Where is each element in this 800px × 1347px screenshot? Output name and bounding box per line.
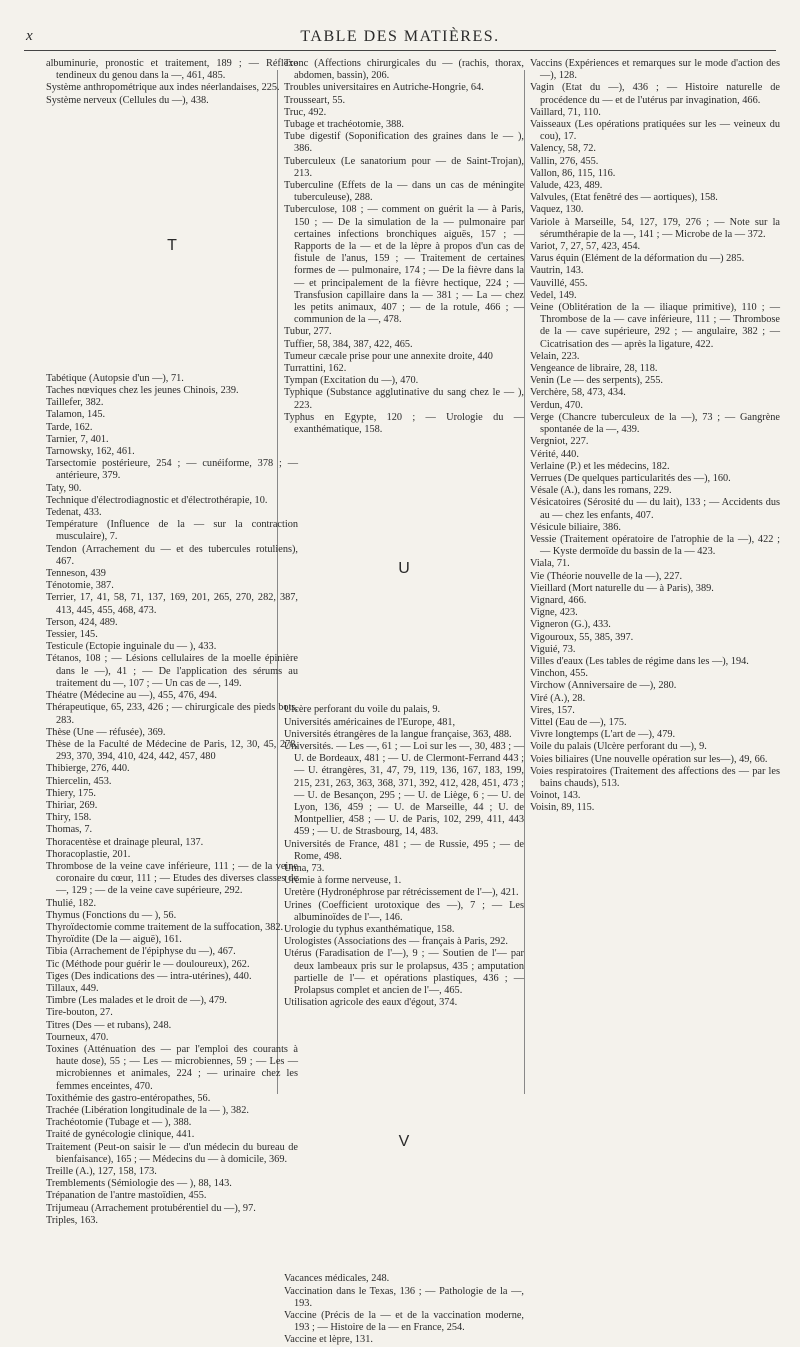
index-entry: Valency, 58, 72. (530, 143, 596, 155)
index-entry: Urines (Coefficient urotoxique des —), 7 ; — Les albuminoïdes de l'—, 146. (284, 899, 524, 923)
index-entry: Thyroïdite (De la — aiguë), 161. (46, 934, 182, 946)
index-entry: Triples, 163. (46, 1214, 98, 1226)
index-entry: Système anthropométrique aux indes néerlandaises, 225. (46, 82, 280, 94)
index-entry: Typhus en Egypte, 120 ; — Urologie du — exanthématique, 158. (284, 411, 524, 436)
index-entry: Vésicule biliaire, 386. (530, 521, 621, 533)
index-entry: Talamon, 145. (46, 409, 106, 421)
index-entry: Thymus (Fonctions du — ), 56. (46, 909, 177, 921)
index-entry: Variot, 7, 27, 57, 423, 454. (530, 241, 641, 253)
index-entry: Trachéotomie (Tubage et — ), 388. (46, 1117, 192, 1129)
index-entry: Tessier, 145. (46, 629, 98, 641)
index-entry: Utilisation agricole des eaux d'égout, 374. (284, 997, 458, 1009)
index-entry: Voisin, 89, 115. (530, 802, 595, 814)
entries-t (46, 373, 298, 1227)
index-entry: Thèse de la Faculté de Médecine de Paris, 12, 30, 45, 278, 293, 370, 394, 410, 424, 442, 457, 480 (46, 738, 298, 763)
page-number: x (26, 28, 33, 44)
index-entry: Ulcère perforant du voile du palais, 9. (284, 704, 441, 716)
index-entry: Tourneux, 470. (46, 1031, 109, 1043)
index-entry: Toxines (Atténuation des — par l'emploi des courants à haute dose), 55 ; — Les — microbiennes, 59 ; — Les — microbiennes et animales, 224 ; — urinaire chez les femmes enceintes, 470. (46, 1043, 298, 1092)
index-entry: Vessie (Traitement opératoire de l'atrophie de la —), 422 ; — Kyste dermoïde du bassin de la — 423. (530, 533, 780, 558)
index-entry: Tuberculose, 108 ; — comment on guérit la — à Paris, 150 ; — De la simulation de la — pulmonaire par certaines infections bronchiques aiguës, 157 ; — Rapports de la — et de la lèpre à propos d'un cas de fistule de l'anus, 159 ; — Traitement de certaines formes de — pulmonaire, 174 ; — De la fièvre dans la — et principalement de la fièvre hectique, 224 ; — Transfusion capillaire dans la — 381 ; — La — chez les petits animaux, 407 ; — de la rotule, 466 ; — communion de la —, 478. (284, 204, 524, 326)
column-divider (524, 70, 525, 1094)
index-entry: Taches nœviques chez les jeunes Chinois, 239. (46, 385, 239, 397)
index-entry: Voinot, 143. (530, 790, 581, 802)
index-entry: Tabétique (Autopsie d'un —), 71. (46, 372, 184, 384)
index-entry: Tarde, 162. (46, 421, 93, 433)
index-entry: Vésale (A.), dans les romans, 229. (530, 485, 672, 497)
index-entry: Trachée (Libération longitudinale de la — ), 382. (46, 1105, 249, 1116)
index-entry: Traitement (Peut-on saisir le — d'un médecin du bureau de bienfaisance), 165 ; — Médecins du — à domicile, 369. (46, 1141, 298, 1165)
index-entry: Terrier, 17, 41, 58, 71, 137, 169, 201, 265, 270, 282, 387, 413, 445, 455, 468, 473. (46, 592, 298, 616)
index-entry: Vengeance de libraire, 28, 118. (530, 363, 658, 375)
index-entry: Vigouroux, 55, 385, 397. (530, 631, 634, 643)
index-entry: Toxithémie des gastro-entéropathes, 56. (46, 1092, 211, 1104)
index-entry: Voies respiratoires (Traitement des affections des — par les bains chauds), 513. (530, 765, 780, 789)
index-entry: Thérapeutique, 65, 233, 426 ; — chirurgicale des pieds bots, 283. (46, 702, 298, 726)
index-entry: Universités. — Les —, 61 ; — Loi sur les —, 30, 483 ; — U. de Bordeaux, 481 ; — U. de Clermont-Ferrand 443 ; — U. étrangères, 31, 47, 79, 119, 136, 167, 183, 199, 215, 231, 263, 363, 368, 371, 392, 412, 428, 451, 473 ; — U. de Besançon, 295 ; — U. de Liège, 6 ; — U. de Lyon, 136, 459 ; — U. de Marseille, 44 ; U. de Montpellier, 458 ; — U. de Paris, 102, 299, 411, 443 459 ; — U. de Strasbourg, 14, 483. (284, 740, 524, 838)
index-entry: Vaccine et lèpre, 131. (284, 1334, 373, 1346)
index-entry: Velain, 223. (530, 350, 580, 362)
index-entry: Viré (A.), 28. (530, 692, 586, 704)
index-entry: Verchère, 58, 473, 434. (530, 387, 626, 399)
index-entry: Vieillard (Mort naturelle du — à Paris), 389. (530, 582, 714, 594)
index-entry: albuminurie, pronostic et traitement, 189 ; — Réflexe tendineux du genou dans la —, 461, 485. (46, 58, 298, 82)
index-entry: Vignard, 466. (530, 594, 587, 606)
index-entry: Technique d'électrodiagnostic et d'électrothérapie, 10. (46, 494, 268, 506)
entries-v (284, 1273, 524, 1346)
index-entry: Typhique (Substance agglutinative du sang chez le — ), 223. (284, 387, 524, 411)
index-entry: Vires, 157. (530, 704, 575, 716)
index-entry: Truc, 492. (284, 106, 327, 118)
index-entry: Tuberculeux (Le sanatorium pour — de Saint-Trojan), 213. (284, 155, 524, 179)
index-entry: Vie (Théorie nouvelle de la —), 227. (530, 570, 683, 582)
index-entry: Thoracentèse et drainage pleural, 137. (46, 836, 204, 848)
index-entry: Vaccine (Précis de la — et de la vaccination moderne, 193 ; — Histoire de la — en France, 254. (284, 1309, 524, 1334)
index-entry: Trousseart, 55. (284, 94, 346, 106)
index-entry: Thibierge, 276, 440. (46, 763, 130, 775)
index-entry: Turrattini, 162. (284, 363, 347, 375)
index-entry: Variole à Marseille, 54, 127, 179, 276 ; — Note sur la sérumthérapie de la —, 141 ; — Microbe de la — 372. (530, 216, 780, 240)
index-entry: Treille (A.), 127, 158, 173. (46, 1166, 157, 1178)
index-entry: Thiery, 175. (46, 787, 96, 799)
index-entry: Vaquez, 130. (530, 204, 584, 216)
section-letter-t: T (167, 236, 177, 254)
index-entry: Vaillard, 71, 110. (530, 106, 601, 118)
index-entry: Température (Influence de la — sur la contraction musculaire), 7. (46, 519, 298, 543)
index-entry: Tendon (Arrachement du — et des tubercules rotuliens), 467. (46, 543, 298, 567)
index-entry: Théatre (Médecine au —), 455, 476, 494. (46, 690, 217, 702)
index-entry: Universités étrangères de la langue française, 363, 488. (284, 728, 512, 740)
index-entry: Universités américaines de l'Europe, 481, (284, 716, 456, 728)
index-entry: Troubles universitaires en Autriche-Hongrie, 64. (284, 82, 484, 94)
index-entry: Thiriar, 269. (46, 799, 98, 811)
index-entry: Tubage et trachéotomie, 388. (284, 119, 405, 131)
index-entry: Taillefer, 382. (46, 397, 104, 409)
index-entry: Thoracoplastie, 201. (46, 848, 131, 860)
index-entry: Traité de gynécologie clinique, 441. (46, 1129, 195, 1141)
index-entry: Voies biliaires (Une nouvelle opération sur les—), 49, 66. (530, 753, 768, 765)
index-entry: Trijumeau (Arrachement protubérentiel du —), 97. (46, 1202, 256, 1214)
index-entry: Vivre longtemps (L'art de —), 479. (530, 729, 676, 741)
index-entry: Trépanation de l'antre mastoïdien, 455. (46, 1190, 207, 1202)
index-entry: Titres (Des — et rubans), 248. (46, 1019, 172, 1031)
index-entry: Tarnier, 7, 401. (46, 433, 109, 445)
index-entry: Vinchon, 455. (530, 668, 589, 680)
index-entry: Utérus (Faradisation de l'—), 9 ; — Soutien de l'— par deux lambeaux pris sur le prolapsus, 435 ; amputation partielle de l'— et opérations plastiques, 436 ; — Prolapsus complet et ancien de l'—, 465. (284, 948, 524, 996)
index-column-2 (284, 58, 524, 1346)
index-entry: Vésicatoires (Sérosité du — du lait), 133 ; — Accidents dus au — chez les enfants, 407. (530, 497, 780, 521)
index-entry: Terson, 424, 489. (46, 616, 118, 628)
index-entry: Vauvillé, 455. (530, 277, 588, 289)
index-entry: Thiercelin, 453. (46, 775, 112, 787)
index-entry: Universités de France, 481 ; — de Russie, 495 ; — de Rome, 498. (284, 838, 524, 862)
section-letter-u: U (398, 560, 410, 578)
index-entry: Tronc (Affections chirurgicales du — (rachis, thorax, abdomen, bassin), 206. (284, 58, 524, 82)
index-entry: Venin (Le — des serpents), 255. (530, 375, 663, 387)
index-entry: Viala, 71. (530, 558, 570, 570)
index-entry: Vérité, 440. (530, 448, 579, 460)
index-columns (24, 58, 780, 1346)
index-entry: Ténotomie, 387. (46, 580, 114, 592)
index-entry: Vergniot, 227. (530, 436, 589, 448)
index-entry: Vagin (Etat du —), 436 ; — Histoire naturelle de procédence du — et de l'utérus par invagination, 466. (530, 82, 780, 106)
index-entry: Varus équin (Elément de la déformation du —) 285. (530, 253, 745, 265)
index-entry: Tarnowsky, 162, 461. (46, 446, 135, 458)
index-entry: Tympan (Excitation du —), 470. (284, 375, 419, 387)
index-entry: Urologie du typhus exanthématique, 158. (284, 923, 455, 935)
index-entry: Verge (Chancre tuberculeux de la —), 73 ; — Gangrène spontanée de la —, 439. (530, 411, 780, 436)
index-entry: Tétanos, 108 ; — Lésions cellulaires de la moelle épinière dans le —), 41 ; — De l'application des sérums au traitement du —, 107 ; — Un cas de —, 149. (46, 653, 298, 689)
entries-u (284, 704, 524, 1009)
index-entry: Vaccination dans le Texas, 136 ; — Pathologie de la —, 193. (284, 1285, 524, 1309)
index-column-3 (530, 58, 780, 1094)
index-entry: Valvules, (Etat fenêtré des — aortiques), 158. (530, 192, 718, 204)
index-entry: Urologistes (Associations des — français à Paris, 292. (284, 936, 508, 948)
index-entry: Thiry, 158. (46, 812, 92, 824)
index-entry: Verlaine (P.) et les médecins, 182. (530, 460, 670, 472)
index-entry: Tillaux, 449. (46, 982, 99, 994)
index-entry: Tibia (Arrachement de l'épiphyse du —), 467. (46, 946, 236, 958)
index-entry: Système nerveux (Cellules du —), 438. (46, 94, 209, 106)
index-entry: Urémie à forme nerveuse, 1. (284, 875, 402, 887)
index-entry: Viguié, 73. (530, 643, 576, 655)
entries-before-t (46, 58, 298, 107)
page-title: TABLE DES MATIÈRES. (300, 28, 500, 45)
index-entry: Tenneson, 439 (46, 568, 106, 580)
index-entry: Vallon, 86, 115, 116. (530, 167, 616, 179)
index-entry: Testicule (Ectopie inguinale du — ), 433. (46, 641, 217, 653)
index-entry: Vautrin, 143. (530, 265, 584, 277)
index-entry: Villes d'eaux (Les tables de régime dans les —), 194. (530, 655, 749, 667)
index-entry: Vallin, 276, 455. (530, 155, 599, 167)
index-entry: Vedel, 149. (530, 289, 577, 301)
index-entry: Tarsectomie postérieure, 254 ; — cunéiforme, 378 ; — antérieure, 379. (46, 458, 298, 482)
index-entry: Vigneron (G.), 433. (530, 619, 611, 631)
index-entry: Thèse (Une — réfusée), 369. (46, 726, 166, 738)
index-entry: Thulié, 182. (46, 897, 97, 909)
index-entry: Vigne, 423. (530, 607, 578, 619)
index-entry: Vaccins (Expériences et remarques sur le mode d'action des —), 128. (530, 58, 780, 82)
index-entry: Vaisseaux (Les opérations pratiquées sur les — veineux du cou), 17. (530, 119, 780, 143)
index-entry: Verdun, 470. (530, 399, 583, 411)
entries-t-continued (284, 58, 524, 436)
index-column-1 (46, 58, 298, 1226)
index-entry: Tiges (Des indications des — intra-utérines), 440. (46, 970, 252, 982)
index-entry: Vittel (Eau de —), 175. (530, 716, 627, 728)
index-entry: Tubur, 277. (284, 326, 332, 338)
index-entry: Thomas, 7. (46, 824, 93, 836)
index-entry: Vacances médicales, 248. (284, 1273, 390, 1285)
index-entry: Tremblements (Sémiologie des — ), 88, 143. (46, 1178, 232, 1190)
index-entry: Tuffier, 58, 384, 387, 422, 465. (284, 338, 413, 350)
index-entry: Voile du palais (Ulcère perforant du —), 9. (530, 741, 707, 753)
index-entry: Tumeur cæcale prise pour une annexite droite, 440 (284, 350, 493, 362)
index-entry: Veine (Oblitération de la — iliaque primitive), 110 ; — Thrombose de la — cave inférieure, 111 ; — Thrombose de la — cave supérieure, 292 ; — angulaire, 382 ; — Cicatrisation des — après la ligature, 422. (530, 302, 780, 350)
index-entry: Tube digestif (Soponification des graines dans le — ), 386. (284, 131, 524, 155)
index-entry: Tire-bouton, 27. (46, 1007, 113, 1019)
index-entry: Valude, 423, 489. (530, 180, 603, 192)
index-entry: Verrues (De quelques particularités des —), 160. (530, 472, 731, 484)
index-entry: Unna, 73. (284, 862, 325, 874)
section-letter-v: V (398, 1133, 410, 1151)
index-entry: Taty, 90. (46, 482, 82, 494)
index-entry: Uretère (Hydronéphrose par rétrécissement de l'—), 421. (284, 887, 519, 899)
index-entry: Tic (Méthode pour guérir le — douloureux), 262. (46, 958, 250, 970)
index-entry: Thrombose de la veine cave inférieure, 111 ; — de la veine coronaire du cœur, 111 ; — Etudes des diverses classes de —, 129 ; — de la veine cave supérieure, 292. (46, 860, 298, 897)
index-entry: Thyroïdectomie comme traitement de la suffocation, 382. (46, 921, 284, 933)
index-entry: Tuberculine (Effets de la — dans un cas de méningite tuberculeuse), 288. (284, 180, 524, 204)
index-entry: Timbre (Les malades et le droit de —), 479. (46, 995, 227, 1007)
page-header (24, 28, 776, 51)
entries-v-continued (530, 58, 780, 815)
index-entry: Tedenat, 433. (46, 507, 102, 519)
index-entry: Virchow (Anniversaire de —), 280. (530, 680, 677, 692)
